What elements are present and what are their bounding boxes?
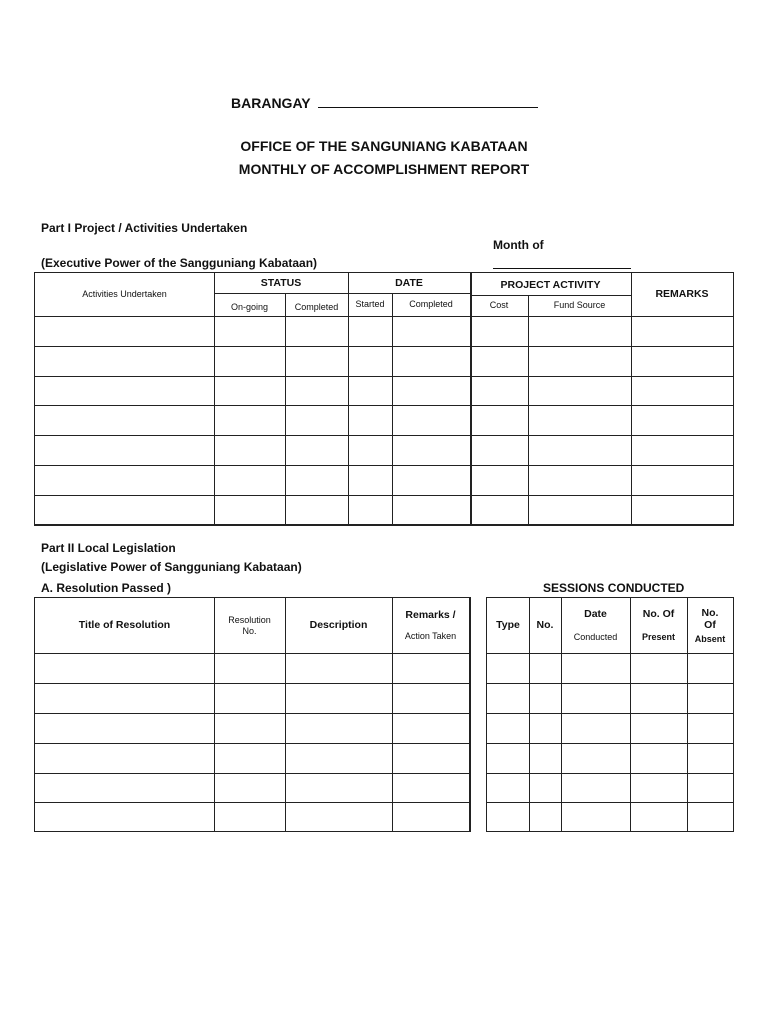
header-fund-source: Fund Source [553,300,606,311]
header-date-conducted [561,598,630,653]
part2-title: Part II Local Legislation [41,541,176,555]
header-no-of-present-line1: No. Of [642,608,675,621]
header-date: DATE [395,276,423,289]
header-session-date: Date [584,608,607,621]
header-project-activity: PROJECT ACTIVITY [500,278,601,291]
header-started: Started [355,299,385,310]
header-remarks: REMARKS [655,288,709,301]
sessions-table [486,597,734,832]
header-title-of-resolution: Title of Resolution [78,619,171,632]
activities-table [34,272,734,526]
barangay-label: BARANGAY [231,95,311,111]
part1-subtitle: (Executive Power of the Sangguniang Kabataan) [41,256,318,270]
section-a-title: A. Resolution Passed ) [41,581,172,595]
office-title: OFFICE OF THE SANGUNIANG KABATAAN [240,138,528,154]
header-remarks-action [392,598,469,653]
header-no-of-absent-line2: Of [704,618,716,631]
barangay-blank [318,95,538,108]
header-resolution-no [214,598,285,653]
header-no-of-present [630,598,687,653]
header-action-taken: Action Taken [404,631,457,642]
month-label: Month of [493,238,544,252]
header-cost: Cost [489,300,509,311]
part2-subtitle: (Legislative Power of Sangguniang Kabataan) [41,560,302,574]
header-no-of-absent-line1: No. [701,606,719,619]
resolutions-table [34,597,471,832]
header-resolution-no-line2: No. [242,625,257,636]
report-title: MONTHLY OF ACCOMPLISHMENT REPORT [238,161,530,177]
header-absent: Absent [694,633,726,644]
month-blank [493,256,631,269]
header-ongoing: On-going [230,302,269,313]
header-status: STATUS [260,276,302,289]
header-session-no: No. [536,619,554,632]
header-status-completed: Completed [294,302,339,313]
part1-title: Part I Project / Activities Undertaken [41,221,248,235]
header-remarks-label: Remarks / [405,609,456,622]
sessions-title: SESSIONS CONDUCTED [543,581,685,595]
header-type: Type [496,619,520,632]
barangay-line [231,95,538,111]
header-activities-undertaken: Activities Undertaken [82,289,167,300]
header-resolution-no-line1: Resolution [228,615,271,626]
header-conducted: Conducted [573,632,618,643]
header-description: Description [309,619,368,632]
header-date-completed: Completed [409,299,453,310]
header-present: Present [641,632,676,643]
header-no-of-absent [687,598,733,653]
